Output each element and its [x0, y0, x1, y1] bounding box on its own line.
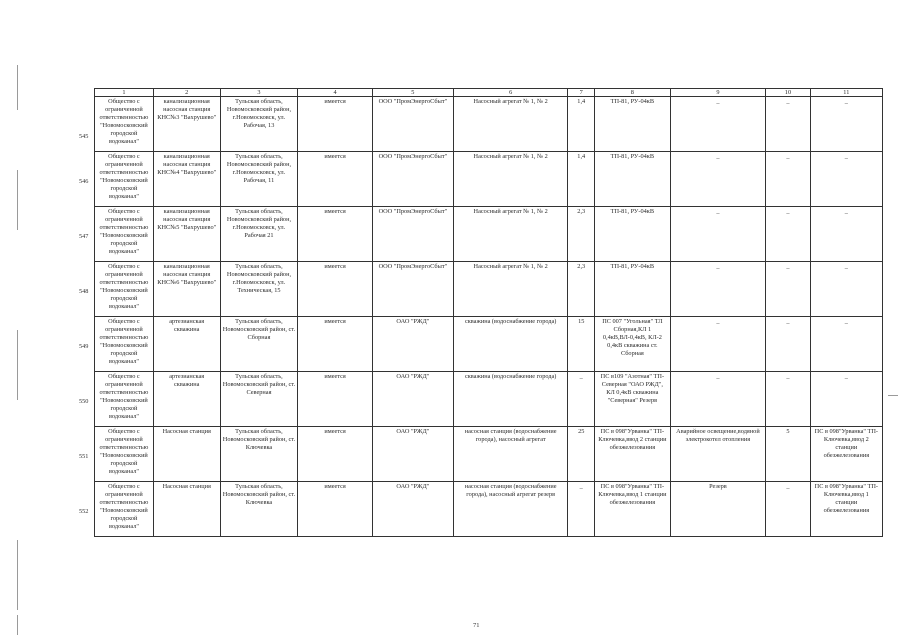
row-number: 546 — [79, 178, 89, 185]
cell-organization: Общество с ограниченной ответственностью "Новомосковский городской водоканал" — [95, 482, 154, 537]
header-col-11: 11 — [810, 89, 882, 97]
cell-col-11: _ — [810, 152, 882, 207]
cell-col-11: _ — [810, 372, 882, 427]
cell-feeder: ПС 007 "Угольная" ТЛ Сборная,КЛ 1 0,4кВ,ВЛ-0,4кВ, КЛ-2 0,4кВ скважина ст. Сборная — [595, 317, 671, 372]
cell-feeder: ПС в 098"Урванка" ТП-Ключевка,ввод 2 станции обезжелезования — [595, 427, 671, 482]
cell-supplier: ООО "ПромЭнергоСбыт" — [372, 97, 453, 152]
cell-power: 1,4 — [568, 152, 595, 207]
cell-availability: имеется — [298, 482, 372, 537]
cell-col-10: _ — [766, 482, 810, 537]
table-row — [95, 207, 883, 262]
cell-address: Тульская область, Новомосковский район, ст. Ключевка — [220, 427, 298, 482]
row-number: 550 — [79, 398, 89, 405]
header-col-1: 1 — [95, 89, 154, 97]
cell-availability: имеется — [298, 427, 372, 482]
table-row — [95, 262, 883, 317]
cell-equipment: Насосный агрегат № 1, № 2 — [453, 262, 567, 317]
cell-supplier: ООО "ПромЭнергоСбыт" — [372, 207, 453, 262]
scan-margin-mark — [17, 540, 18, 610]
cell-equipment: насосная станция (водоснабжение города), насосный агрегат — [453, 427, 567, 482]
cell-power: 1,4 — [568, 97, 595, 152]
row-number: 547 — [79, 233, 89, 240]
row-number: 552 — [79, 508, 89, 515]
cell-organization: Общество с ограниченной ответственностью "Новомосковский городской водоканал" — [95, 372, 154, 427]
cell-col-9: _ — [670, 372, 766, 427]
cell-organization: Общество с ограниченной ответственностью "Новомосковский городской водоканал" — [95, 207, 154, 262]
cell-col-10: _ — [766, 207, 810, 262]
header-col-10: 10 — [766, 89, 810, 97]
row-number: 545 — [79, 133, 89, 140]
cell-object: Насосная станция — [153, 427, 220, 482]
table-row — [95, 152, 883, 207]
header-col-3: 3 — [220, 89, 298, 97]
cell-address: Тульская область, Новомосковский район, г.Новомосковск, ул. Рабочая, 11 — [220, 152, 298, 207]
cell-col-11: _ — [810, 262, 882, 317]
cell-equipment: Насосный агрегат № 1, № 2 — [453, 97, 567, 152]
cell-address: Тульская область, Новомосковский район, ст. Северная — [220, 372, 298, 427]
cell-col-11: _ — [810, 317, 882, 372]
cell-availability: имеется — [298, 97, 372, 152]
table-row — [95, 427, 883, 482]
row-number: 551 — [79, 453, 89, 460]
cell-col-10: _ — [766, 372, 810, 427]
cell-feeder: ПС в109 "Азотная" ТП-Северная "ОАО РЖД", КЛ 0,4кВ скважина "Северная" Резерв — [595, 372, 671, 427]
cell-availability: имеется — [298, 317, 372, 372]
cell-col-11: ПС в 098"Урванка" ТП-Ключевка,ввод 2 станции обезжелезования — [810, 427, 882, 482]
cell-col-11: _ — [810, 207, 882, 262]
cell-equipment: Насосный агрегат № 1, № 2 — [453, 207, 567, 262]
cell-power: 25 — [568, 427, 595, 482]
cell-object: канализационная насосная станция КНС№6 "Вахрушево" — [153, 262, 220, 317]
header-col-7: 7 — [568, 89, 595, 97]
cell-col-9: _ — [670, 97, 766, 152]
table-row — [95, 97, 883, 152]
header-col-2: 2 — [153, 89, 220, 97]
scan-margin-mark — [888, 395, 898, 396]
row-number: 549 — [79, 343, 89, 350]
cell-object: канализационная насосная станция КНС№3 "Вахрушево" — [153, 97, 220, 152]
cell-address: Тульская область, Новомосковский район, г.Новомосковск, ул. Техническая, 15 — [220, 262, 298, 317]
cell-feeder: ПС в 098"Урванка" ТП-Ключевка,ввод 1 станции обезжелезования — [595, 482, 671, 537]
cell-feeder: ТП-81, РУ-04кВ — [595, 152, 671, 207]
cell-object: Насосная станция — [153, 482, 220, 537]
cell-supplier: ОАО "РЖД" — [372, 427, 453, 482]
row-number: 548 — [79, 288, 89, 295]
cell-equipment: скважина (водоснабжение города) — [453, 372, 567, 427]
cell-object: канализационная насосная станция КНС№5 "Вахрушево" — [153, 207, 220, 262]
cell-object: артезианская скважина — [153, 317, 220, 372]
cell-equipment: скважина (водоснабжение города) — [453, 317, 567, 372]
header-col-4: 4 — [298, 89, 372, 97]
cell-equipment: насосная станция (водоснабжение города), насосный агрегат резерв — [453, 482, 567, 537]
table-row — [95, 482, 883, 537]
scan-margin-mark — [17, 330, 18, 400]
header-col-6: 6 — [453, 89, 567, 97]
cell-feeder: ТП-81, РУ-04кВ — [595, 262, 671, 317]
cell-organization: Общество с ограниченной ответственностью "Новомосковский городской водоканал" — [95, 427, 154, 482]
cell-address: Тульская область, Новомосковский район, ст. Сборная — [220, 317, 298, 372]
scan-margin-mark — [17, 170, 18, 230]
cell-equipment: Насосный агрегат № 1, № 2 — [453, 152, 567, 207]
cell-address: Тульская область, Новомосковский район, г.Новомосковск, ул. Рабочая 21 — [220, 207, 298, 262]
cell-availability: имеется — [298, 207, 372, 262]
cell-feeder: ТП-81, РУ-04кВ — [595, 97, 671, 152]
cell-supplier: ОАО "РЖД" — [372, 317, 453, 372]
cell-organization: Общество с ограниченной ответственностью "Новомосковский городской водоканал" — [95, 152, 154, 207]
header-col-5: 5 — [372, 89, 453, 97]
cell-address: Тульская область, Новомосковский район, г.Новомосковск, ул. Рабочая, 13 — [220, 97, 298, 152]
cell-organization: Общество с ограниченной ответственностью "Новомосковский городской водоканал" — [95, 97, 154, 152]
cell-col-9: _ — [670, 317, 766, 372]
cell-power: 2,3 — [568, 207, 595, 262]
cell-organization: Общество с ограниченной ответственностью "Новомосковский городской водоканал" — [95, 262, 154, 317]
cell-col-10: 5 — [766, 427, 810, 482]
cell-col-10: _ — [766, 152, 810, 207]
cell-object: артезианская скважина — [153, 372, 220, 427]
table-row — [95, 317, 883, 372]
cell-col-9: _ — [670, 152, 766, 207]
scan-margin-mark — [17, 615, 18, 635]
cell-col-10: _ — [766, 262, 810, 317]
cell-power: 2,3 — [568, 262, 595, 317]
cell-col-9: _ — [670, 262, 766, 317]
cell-supplier: ООО "ПромЭнергоСбыт" — [372, 262, 453, 317]
cell-col-9: _ — [670, 207, 766, 262]
cell-organization: Общество с ограниченной ответственностью "Новомосковский городской водоканал" — [95, 317, 154, 372]
cell-col-9: Резерв — [670, 482, 766, 537]
cell-col-11: ПС в 098"Урванка" ТП-Ключевка,ввод 1 станции обезжелезования — [810, 482, 882, 537]
header-col-9: 9 — [670, 89, 766, 97]
cell-feeder: ТП-81, РУ-04кВ — [595, 207, 671, 262]
cell-col-10: _ — [766, 97, 810, 152]
cell-object: канализационная насосная станция КНС№4 "Вахрушево" — [153, 152, 220, 207]
cell-supplier: ООО "ПромЭнергоСбыт" — [372, 152, 453, 207]
cell-col-11: _ — [810, 97, 882, 152]
cell-availability: имеется — [298, 262, 372, 317]
cell-power: _ — [568, 482, 595, 537]
cell-address: Тульская область, Новомосковский район, ст. Ключевка — [220, 482, 298, 537]
cell-power: 15 — [568, 317, 595, 372]
cell-availability: имеется — [298, 152, 372, 207]
cell-availability: имеется — [298, 372, 372, 427]
cell-power: _ — [568, 372, 595, 427]
table-row — [95, 372, 883, 427]
header-col-8: 8 — [595, 89, 671, 97]
scan-margin-mark — [17, 65, 18, 110]
page-number: 71 — [473, 622, 480, 629]
registry-table — [94, 88, 883, 537]
cell-col-10: _ — [766, 317, 810, 372]
cell-col-9: Аварийное освещение,водяной электрокотел отопления — [670, 427, 766, 482]
cell-supplier: ОАО "РЖД" — [372, 482, 453, 537]
header-row — [95, 89, 883, 97]
cell-supplier: ОАО "РЖД" — [372, 372, 453, 427]
